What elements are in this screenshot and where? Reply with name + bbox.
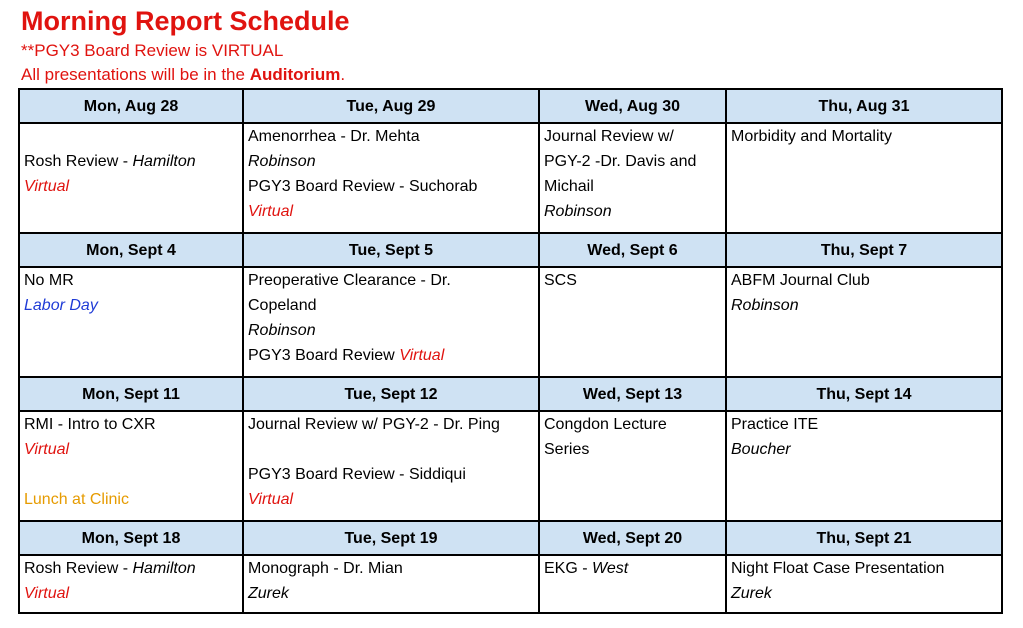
session-title: Copeland	[248, 297, 317, 314]
presenter: Boucher	[731, 441, 791, 458]
day-header: Thu, Aug 31	[726, 89, 1002, 123]
session-line	[24, 149, 238, 174]
virtual-label: Virtual	[248, 491, 294, 508]
day-header: Wed, Aug 30	[539, 89, 726, 123]
schedule-cell-thu	[726, 411, 1002, 521]
day-header: Wed, Sept 6	[539, 233, 726, 267]
session-line	[248, 343, 534, 368]
schedule-cell-thu	[726, 555, 1002, 613]
day-header: Tue, Sept 5	[243, 233, 539, 267]
session-title: PGY3 Board Review	[248, 347, 400, 364]
virtual-label: Virtual	[24, 178, 70, 195]
day-header: Thu, Sept 21	[726, 521, 1002, 555]
virtual-note: **PGY3 Board Review is VIRTUAL	[21, 41, 284, 60]
presenter: Zurek	[731, 585, 772, 602]
lunch-note: Lunch at Clinic	[24, 491, 129, 508]
day-header: Wed, Sept 20	[539, 521, 726, 555]
schedule-cell-tue	[243, 123, 539, 233]
page-title: Morning Report Schedule	[21, 6, 350, 36]
schedule-cell-wed	[539, 555, 726, 613]
day-header: Mon, Sept 18	[19, 521, 243, 555]
schedule-cell-thu	[726, 123, 1002, 233]
schedule-cell-wed	[539, 411, 726, 521]
schedule-row	[19, 123, 1002, 233]
presenter: Hamilton	[132, 153, 196, 170]
presenter: Hamilton	[132, 560, 196, 577]
session-title: Michail	[544, 178, 594, 195]
session-title: RMI - Intro to CXR	[24, 416, 156, 433]
session-title: Practice ITE	[731, 416, 819, 433]
schedule-cell-mon	[19, 267, 243, 377]
schedule-cell-wed	[539, 123, 726, 233]
session-title: Preoperative Clearance - Dr.	[248, 272, 451, 289]
presenter: Robinson	[248, 322, 316, 339]
virtual-label: Virtual	[248, 203, 294, 220]
location-note-auditorium: Auditorium	[249, 65, 341, 84]
virtual-label: Virtual	[24, 441, 70, 458]
schedule-row	[19, 267, 1002, 377]
location-note-suffix: .	[340, 65, 346, 84]
session-title: Series	[544, 441, 590, 458]
day-header-row	[19, 89, 1002, 123]
session-title: Rosh Review -	[24, 560, 133, 577]
session-title: Congdon Lecture	[544, 416, 667, 433]
holiday-label: Labor Day	[24, 297, 98, 314]
location-note	[21, 64, 345, 86]
schedule-table	[18, 88, 1003, 614]
session-line	[544, 556, 721, 581]
session-title: Night Float Case Presentation	[731, 560, 945, 577]
session-title: ABFM Journal Club	[731, 272, 870, 289]
presenter: Robinson	[544, 203, 612, 220]
session-title: Monograph - Dr. Mian	[248, 560, 403, 577]
session-title: No MR	[24, 272, 74, 289]
session-title: Journal Review w/ PGY-2 - Dr. Ping	[248, 416, 500, 433]
day-header: Wed, Sept 13	[539, 377, 726, 411]
schedule-cell-mon	[19, 555, 243, 613]
schedule-cell-thu	[726, 267, 1002, 377]
session-title: EKG -	[544, 560, 593, 577]
schedule-row	[19, 555, 1002, 613]
day-header-row	[19, 377, 1002, 411]
day-header-row	[19, 233, 1002, 267]
schedule-cell-tue	[243, 555, 539, 613]
day-header: Mon, Sept 4	[19, 233, 243, 267]
session-title: PGY-2 -Dr. Davis and	[544, 153, 697, 170]
schedule-row	[19, 411, 1002, 521]
day-header: Mon, Aug 28	[19, 89, 243, 123]
schedule-cell-wed	[539, 267, 726, 377]
session-line	[24, 556, 238, 581]
day-header: Mon, Sept 11	[19, 377, 243, 411]
session-title: SCS	[544, 272, 577, 289]
presenter: Robinson	[731, 297, 799, 314]
day-header: Tue, Sept 19	[243, 521, 539, 555]
schedule-cell-tue	[243, 267, 539, 377]
presenter: Zurek	[248, 585, 289, 602]
schedule-cell-mon	[19, 411, 243, 521]
day-header: Thu, Sept 7	[726, 233, 1002, 267]
session-title: Morbidity and Mortality	[731, 128, 892, 145]
session-title: Amenorrhea - Dr. Mehta	[248, 128, 420, 145]
schedule-cell-tue	[243, 411, 539, 521]
session-title: PGY3 Board Review - Suchorab	[248, 178, 478, 195]
day-header-row	[19, 521, 1002, 555]
day-header: Tue, Sept 12	[243, 377, 539, 411]
virtual-label: Virtual	[24, 585, 70, 602]
session-title: PGY3 Board Review - Siddiqui	[248, 466, 466, 483]
day-header: Tue, Aug 29	[243, 89, 539, 123]
virtual-label: Virtual	[399, 347, 445, 364]
location-note-prefix: All presentations will be in the	[21, 65, 250, 84]
presenter: Robinson	[248, 153, 316, 170]
session-title: Journal Review w/	[544, 128, 674, 145]
day-header: Thu, Sept 14	[726, 377, 1002, 411]
presenter: West	[592, 560, 629, 577]
session-title: Rosh Review -	[24, 153, 133, 170]
schedule-cell-mon	[19, 123, 243, 233]
